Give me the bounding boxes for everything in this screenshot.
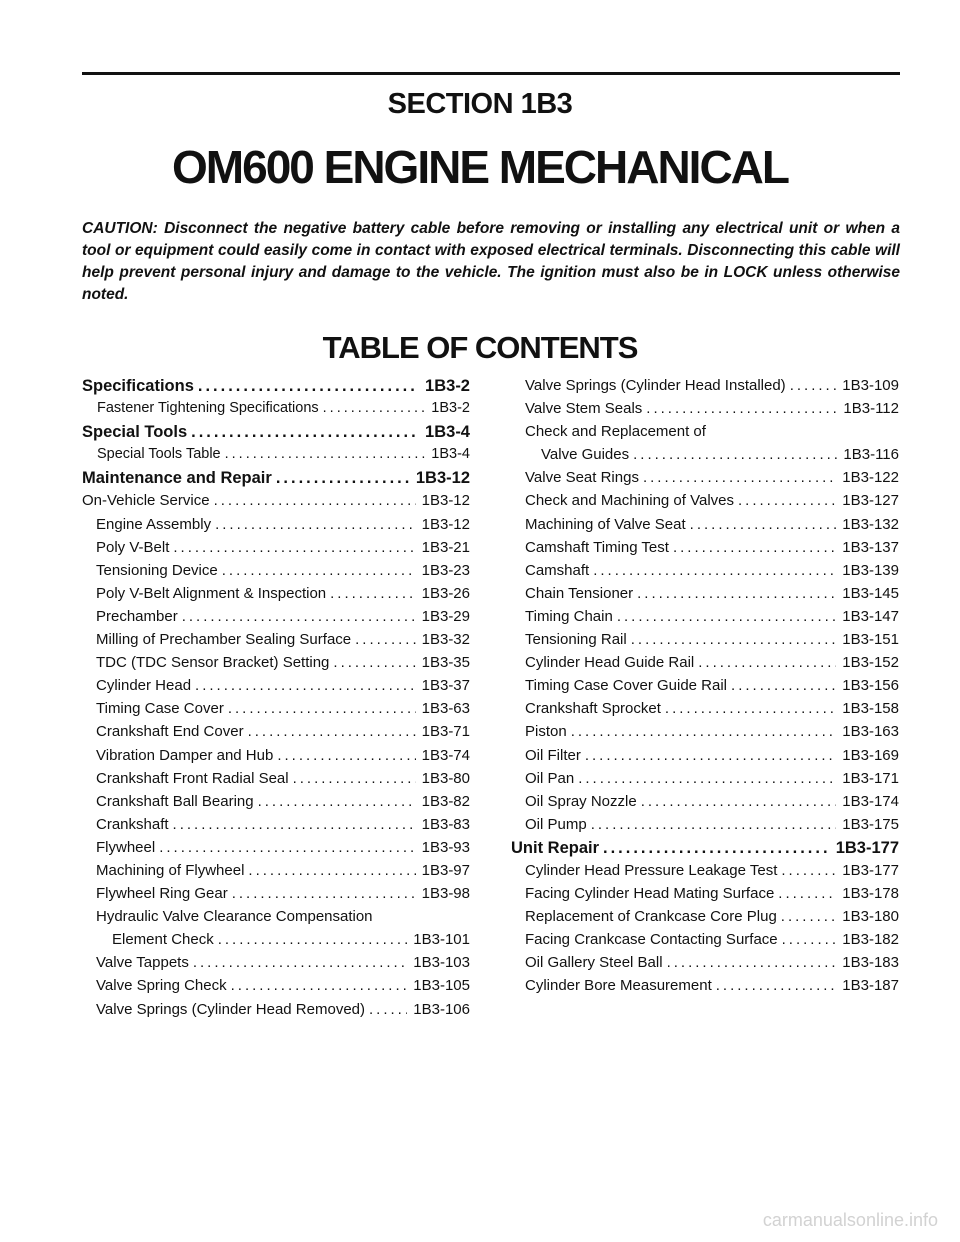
toc-entry[interactable]: Machining of Flywheel ..... 1B3-97	[82, 862, 470, 885]
page-title: OM600 ENGINE MECHANICAL	[172, 141, 788, 193]
toc-entry[interactable]: Flywheel ..... 1B3-93	[82, 839, 470, 862]
toc-entry[interactable]: Facing Cylinder Head Mating Surface ..... 1B3-178	[511, 885, 899, 908]
toc-entry[interactable]: Specifications ..... 1B3-2	[82, 377, 470, 400]
toc-entry[interactable]: Prechamber ..... 1B3-29	[82, 608, 470, 631]
toc-left-column	[82, 377, 470, 1024]
caution-notice: CAUTION: Disconnect the negative battery cable before removing or installing any electrical unit or when a tool or equipment could easily come in contact with exposed electrical terminals. Disconnecting this cable will help prevent personal injury and damage to the vehicle. The ignition must also be in LOCK unless otherwise noted.	[82, 220, 900, 303]
toc-entry[interactable]: Cylinder Head ..... 1B3-37	[82, 677, 470, 700]
toc-entry[interactable]: Chain Tensioner ..... 1B3-145	[511, 585, 899, 608]
toc-entry[interactable]: Oil Pump ..... 1B3-175	[511, 816, 899, 839]
toc-entry[interactable]: Special Tools ..... 1B3-4	[82, 423, 470, 446]
toc-entry[interactable]: Oil Spray Nozzle ..... 1B3-174	[511, 793, 899, 816]
section-number: SECTION 1B3	[387, 88, 573, 120]
toc-entry[interactable]: Replacement of Crankcase Core Plug ..... 1B3-180	[511, 908, 899, 931]
toc-entry[interactable]: Valve Guides ..... 1B3-116	[511, 446, 899, 469]
toc-entry[interactable]: Crankshaft Front Radial Seal ..... 1B3-80	[82, 770, 470, 793]
toc-entry[interactable]: Machining of Valve Seat ..... 1B3-132	[511, 516, 899, 539]
toc-entry[interactable]: Piston ..... 1B3-163	[511, 723, 899, 746]
toc-entry[interactable]: Crankshaft Ball Bearing ..... 1B3-82	[82, 793, 470, 816]
toc-entry[interactable]: Oil Filter ..... 1B3-169	[511, 747, 899, 770]
toc-entry[interactable]: Engine Assembly ..... 1B3-12	[82, 516, 470, 539]
top-divider	[82, 72, 900, 75]
toc-entry[interactable]: Tensioning Rail ..... 1B3-151	[511, 631, 899, 654]
toc-entry[interactable]: Oil Pan ..... 1B3-171	[511, 770, 899, 793]
toc-entry[interactable]: Cylinder Head Guide Rail ..... 1B3-152	[511, 654, 899, 677]
toc-heading: TABLE OF CONTENTS	[322, 330, 638, 365]
watermark: carmanualsonline.info	[762, 1210, 938, 1230]
toc-entry[interactable]: Timing Chain ..... 1B3-147	[511, 608, 899, 631]
toc-entry[interactable]: Poly V-Belt ..... 1B3-21	[82, 539, 470, 562]
toc-entry[interactable]: Flywheel Ring Gear ..... 1B3-98	[82, 885, 470, 908]
toc-entry[interactable]: Check and Machining of Valves ..... 1B3-127	[511, 492, 899, 515]
toc-entry[interactable]: Timing Case Cover Guide Rail ..... 1B3-156	[511, 677, 899, 700]
toc-entry[interactable]: On-Vehicle Service ..... 1B3-12	[82, 492, 470, 515]
toc-entry[interactable]: Cylinder Bore Measurement ..... 1B3-187	[511, 977, 899, 1000]
toc-entry[interactable]: Poly V-Belt Alignment & Inspection ..... 1B3-26	[82, 585, 470, 608]
toc-entry[interactable]: Valve Stem Seals ..... 1B3-112	[511, 400, 899, 423]
toc-entry[interactable]: Crankshaft Sprocket ..... 1B3-158	[511, 700, 899, 723]
toc-entry[interactable]: Element Check ..... 1B3-101	[82, 931, 470, 954]
toc-entry[interactable]: Unit Repair ..... 1B3-177	[511, 839, 899, 862]
toc-entry[interactable]: Camshaft ..... 1B3-139	[511, 562, 899, 585]
toc-entry[interactable]: TDC (TDC Sensor Bracket) Setting ..... 1B3-35	[82, 654, 470, 677]
toc-entry[interactable]: Cylinder Head Pressure Leakage Test ..... 1B3-177	[511, 862, 899, 885]
toc-entry[interactable]: Fastener Tightening Specifications ..... 1B3-2	[82, 400, 470, 423]
toc-entry[interactable]: Hydraulic Valve Clearance Compensation	[96, 908, 373, 926]
toc-entry[interactable]: Timing Case Cover ..... 1B3-63	[82, 700, 470, 723]
toc-entry[interactable]: Valve Tappets ..... 1B3-103	[82, 954, 470, 977]
toc-entry[interactable]: Milling of Prechamber Sealing Surface ..... 1B3-32	[82, 631, 470, 654]
toc-entry[interactable]: Crankshaft ..... 1B3-83	[82, 816, 470, 839]
toc-entry[interactable]: Check and Replacement of	[525, 423, 706, 441]
toc-entry[interactable]: Valve Spring Check ..... 1B3-105	[82, 977, 470, 1000]
toc-entry[interactable]: Maintenance and Repair ..... 1B3-12	[82, 469, 470, 492]
toc-entry[interactable]: Valve Springs (Cylinder Head Installed) ..... 1B3-109	[511, 377, 899, 400]
toc-entry[interactable]: Crankshaft End Cover ..... 1B3-71	[82, 723, 470, 746]
toc-entry[interactable]: Camshaft Timing Test ..... 1B3-137	[511, 539, 899, 562]
toc-entry[interactable]: Oil Gallery Steel Ball ..... 1B3-183	[511, 954, 899, 977]
toc-entry[interactable]: Facing Crankcase Contacting Surface ..... 1B3-182	[511, 931, 899, 954]
toc-entry[interactable]: Vibration Damper and Hub ..... 1B3-74	[82, 747, 470, 770]
toc-entry[interactable]: Valve Springs (Cylinder Head Removed) ..... 1B3-106	[82, 1001, 470, 1024]
toc-entry[interactable]: Tensioning Device ..... 1B3-23	[82, 562, 470, 585]
toc-right-column	[511, 377, 899, 1001]
toc-entry[interactable]: Special Tools Table ..... 1B3-4	[82, 446, 470, 469]
toc-entry[interactable]: Valve Seat Rings ..... 1B3-122	[511, 469, 899, 492]
